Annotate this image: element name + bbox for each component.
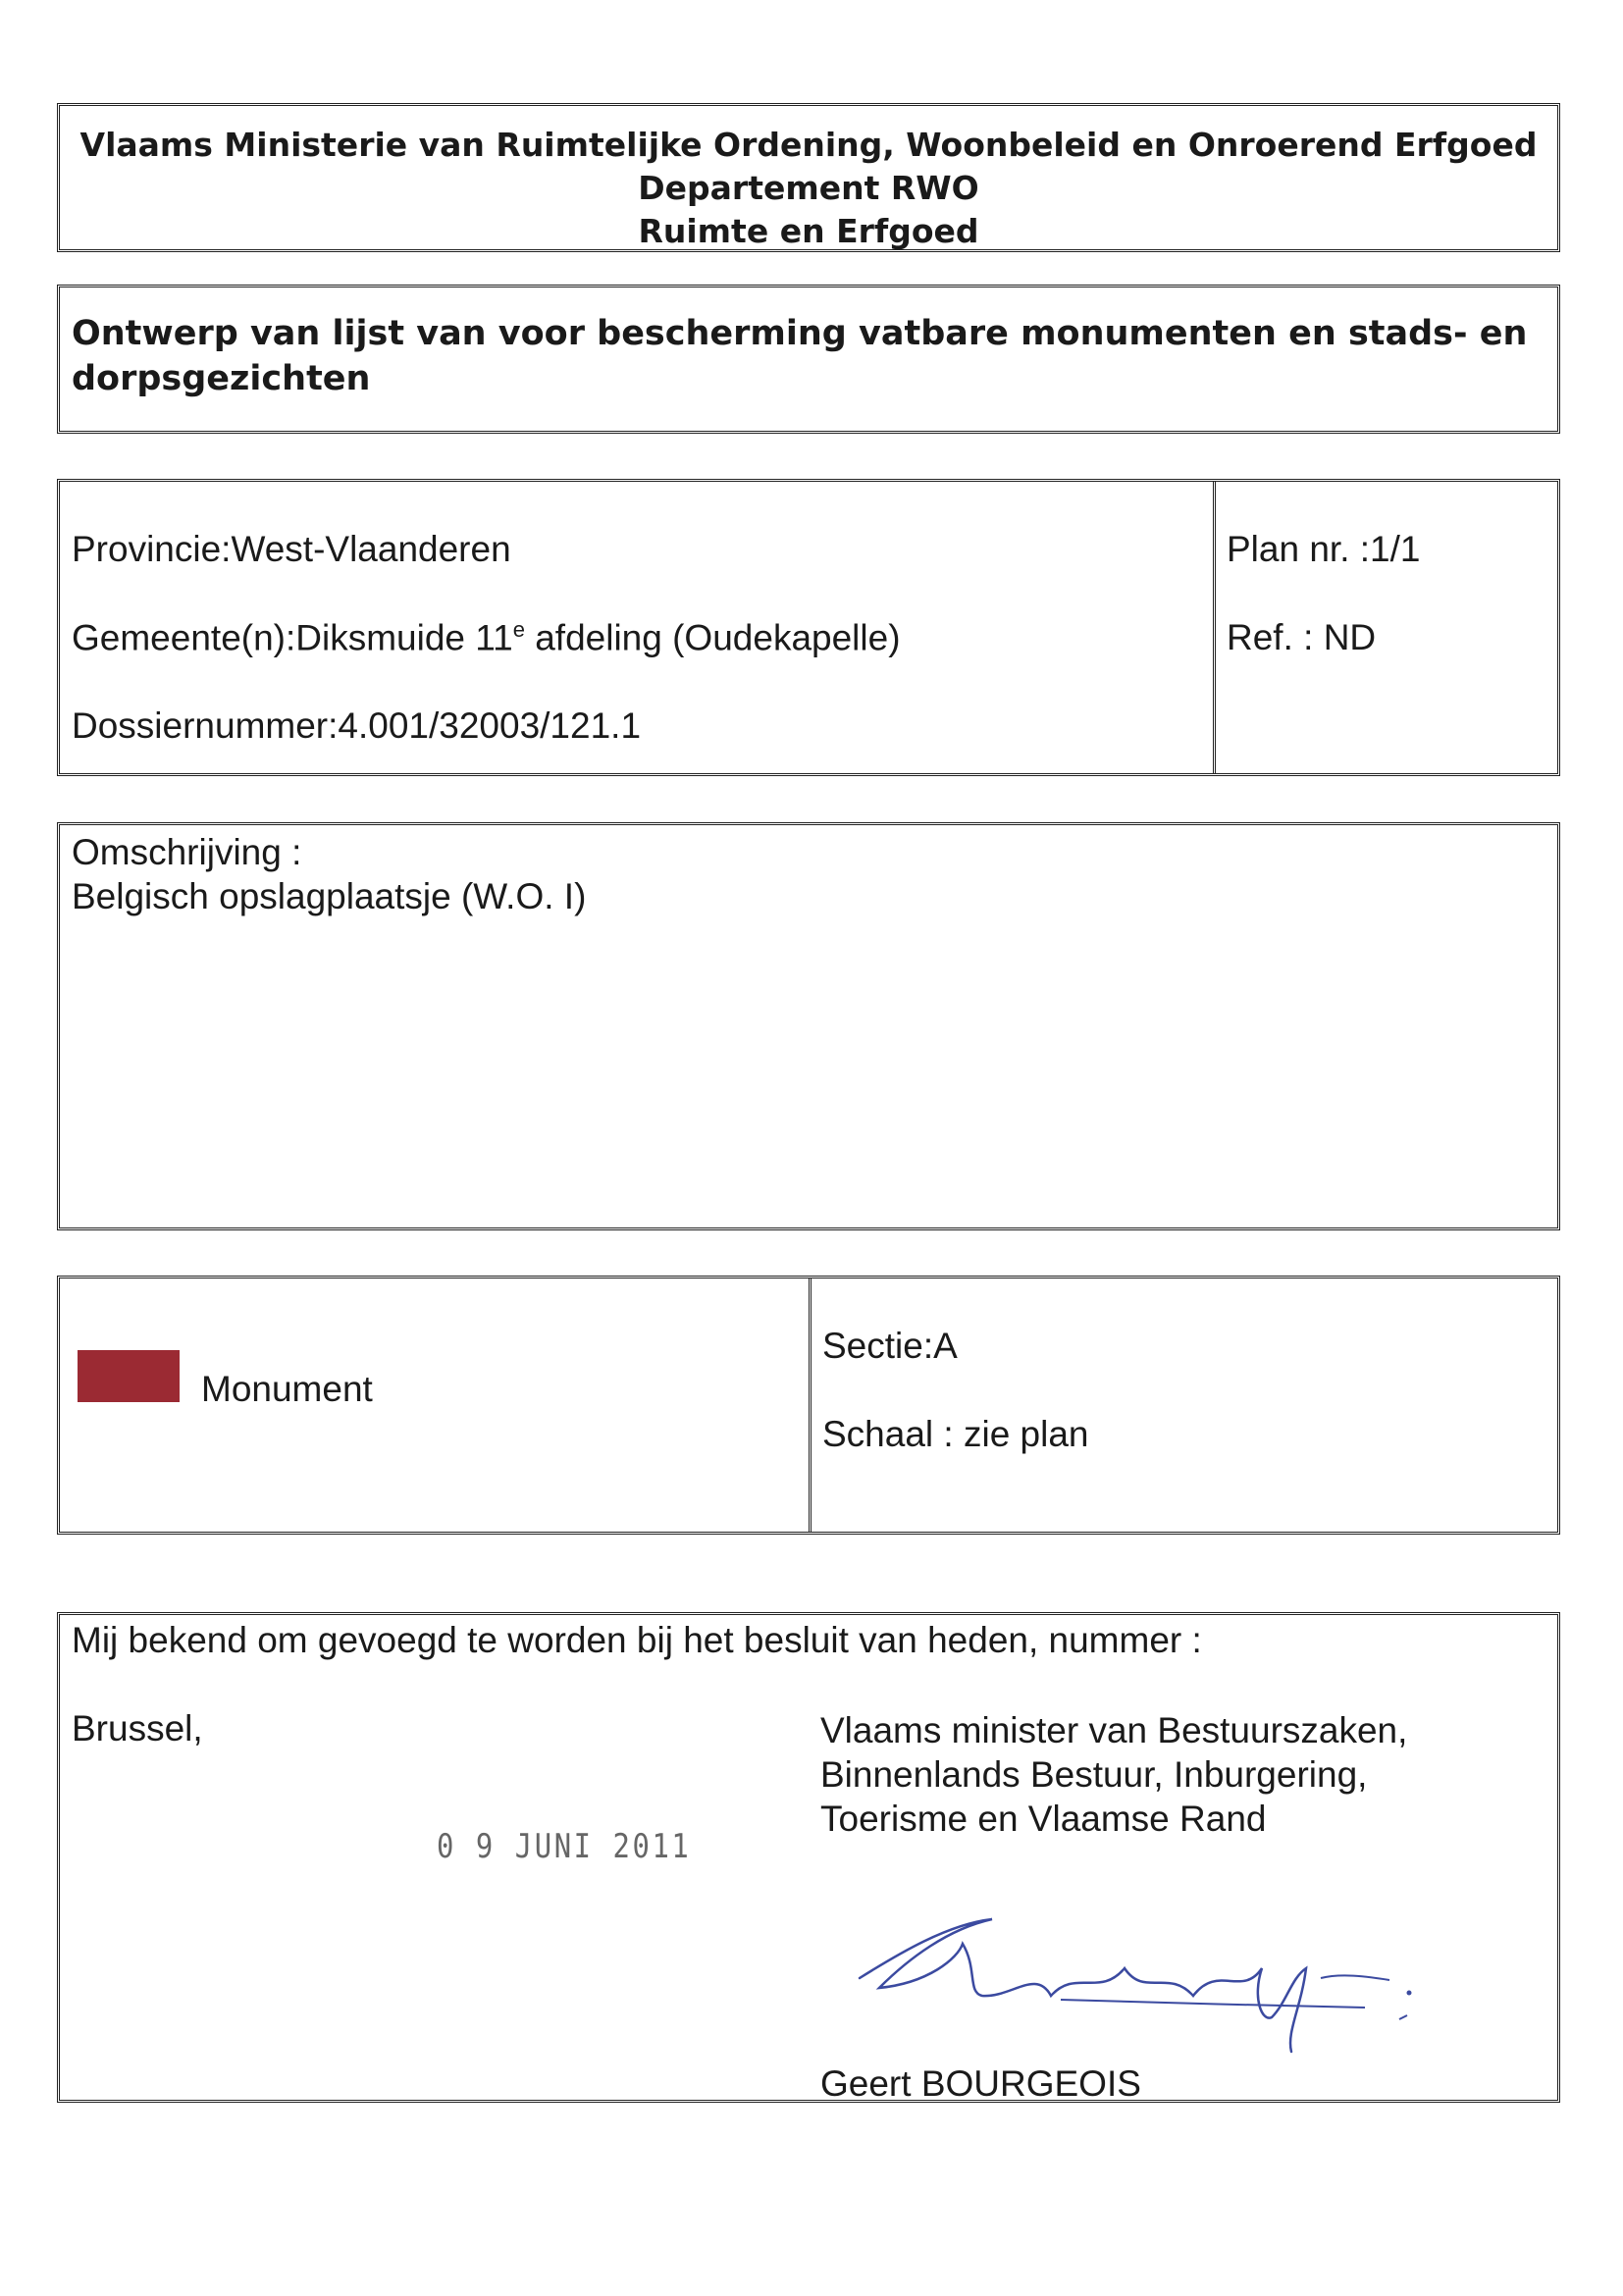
reference: Ref. : ND (1227, 617, 1377, 657)
schaal-field: Schaal : zie plan (822, 1414, 1089, 1454)
division-name: Ruimte en Erfgoed (638, 212, 979, 250)
date-stamp: 0 9 JUNI 2011 (437, 1827, 692, 1866)
document-subject (57, 285, 1560, 434)
gemeente-field (72, 617, 901, 658)
description-label: Omschrijving : (72, 832, 302, 872)
minister-title (820, 1708, 1407, 1841)
dossier-field: Dossiernummer:4.001/32003/121.1 (72, 705, 642, 746)
department-name: Departement RWO (638, 169, 979, 207)
subject-line-2: dorpsgezichten (72, 359, 371, 398)
description-block (57, 822, 1560, 1230)
minister-line-3: Toerisme en Vlaamse Rand (820, 1799, 1267, 1839)
provincie-field: Provincie:West-Vlaanderen (72, 529, 511, 569)
location-details (60, 482, 1216, 773)
plan-number: Plan nr. :1/1 (1227, 529, 1421, 569)
sectie-field: Sectie:A (822, 1326, 958, 1366)
ministry-header (57, 103, 1560, 252)
handwritten-signature (840, 1909, 1448, 2057)
signatory-name: Geert BOURGEOIS (820, 2063, 1141, 2104)
statement-text: Mij bekend om gevoegd te worden bij het besluit van heden, nummer : (72, 1620, 1202, 1660)
gemeente-prefix: Gemeente(n):Diksmuide 11 (72, 617, 513, 658)
subject-line-1: Ontwerp van lijst van voor bescherming vatbare monumenten en stads- en (72, 314, 1528, 353)
place-text: Brussel, (72, 1708, 203, 1748)
legend-block (57, 1276, 1560, 1535)
minister-line-2: Binnenlands Bestuur, Inburgering, (820, 1754, 1368, 1795)
ministry-name: Vlaams Ministerie van Ruimtelijke Ordening, Woonbeleid en Onroerend Erfgoed (79, 126, 1538, 164)
monument-label: Monument (201, 1369, 373, 1409)
legend-key (60, 1278, 812, 1532)
location-block (57, 479, 1560, 776)
signature-block (57, 1612, 1560, 2103)
monument-swatch (78, 1350, 180, 1402)
description-text: Belgisch opslagplaatsje (W.O. I) (72, 876, 587, 916)
minister-line-1: Vlaams minister van Bestuurszaken, (820, 1710, 1408, 1750)
gemeente-superscript: e (512, 617, 525, 642)
gemeente-suffix: afdeling (Oudekapelle) (524, 617, 901, 658)
